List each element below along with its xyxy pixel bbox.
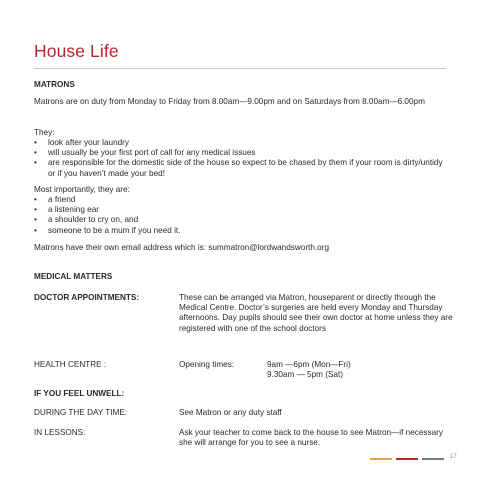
email-line: Matrons have their own email address which is: summatron@lordwandsworth.org <box>34 243 329 252</box>
page-title: House Life <box>34 41 119 61</box>
they-label: They: <box>34 128 55 137</box>
list-item: • a shoulder to cry on, and <box>34 215 446 225</box>
footer-bar <box>422 458 444 460</box>
page-number: 17 <box>450 454 457 460</box>
footer-bar <box>370 458 392 460</box>
list-item: • a friend <box>34 195 446 205</box>
health-label: HEALTH CENTRE : <box>34 360 107 369</box>
opening-label: Opening times: <box>179 360 235 369</box>
footer-bar <box>396 458 418 460</box>
most-list <box>34 195 446 236</box>
lessons-label: IN LESSONS: <box>34 428 86 437</box>
lessons-text: Ask your teacher to come back to the house to see Matron—if necessary she will arrange for you to see a nurse. <box>179 428 443 448</box>
opening-time-saturday: 9.30am — 5pm (Sat) <box>267 370 343 379</box>
list-item: • someone to be a mum if you need it. <box>34 226 446 236</box>
list-item: • a listening ear <box>34 205 446 215</box>
list-item: • look after your laundry <box>34 138 446 148</box>
unwell-heading: IF YOU FEEL UNWELL: <box>34 389 125 398</box>
matrons-heading: MATRONS <box>34 80 75 89</box>
list-item: • are responsible for the domestic side of the house so expect to be chased by them if your room is dirty/untidy or if you haven’t made your bed! <box>34 158 446 178</box>
they-list <box>34 138 446 179</box>
list-item: • will usually be your first port of call for any medical issues <box>34 148 446 158</box>
day-text: See Matron or any duty staff <box>179 408 282 417</box>
day-label: DURING THE DAY TIME: <box>34 408 128 417</box>
most-label: Most importantly, they are: <box>34 185 130 194</box>
doctor-text: These can be arranged via Matron, houseparent or directly through the Medical Centre. Doctor’s surgeries are held every Monday and Thursday afternoons. Day pupils should see their own doctor at home unless they are registered with one of the school doctors <box>179 293 453 333</box>
opening-time-weekday: 9am —6pm (Mon—Fri) <box>267 360 351 369</box>
medical-heading: MEDICAL MATTERS <box>34 272 113 281</box>
title-divider <box>34 68 446 69</box>
doctor-label: DOCTOR APPOINTMENTS: <box>34 293 140 302</box>
matrons-intro: Matrons are on duty from Monday to Friday from 8.00am—9.00pm and on Saturdays from 8.00am—6.00pm <box>34 97 425 106</box>
